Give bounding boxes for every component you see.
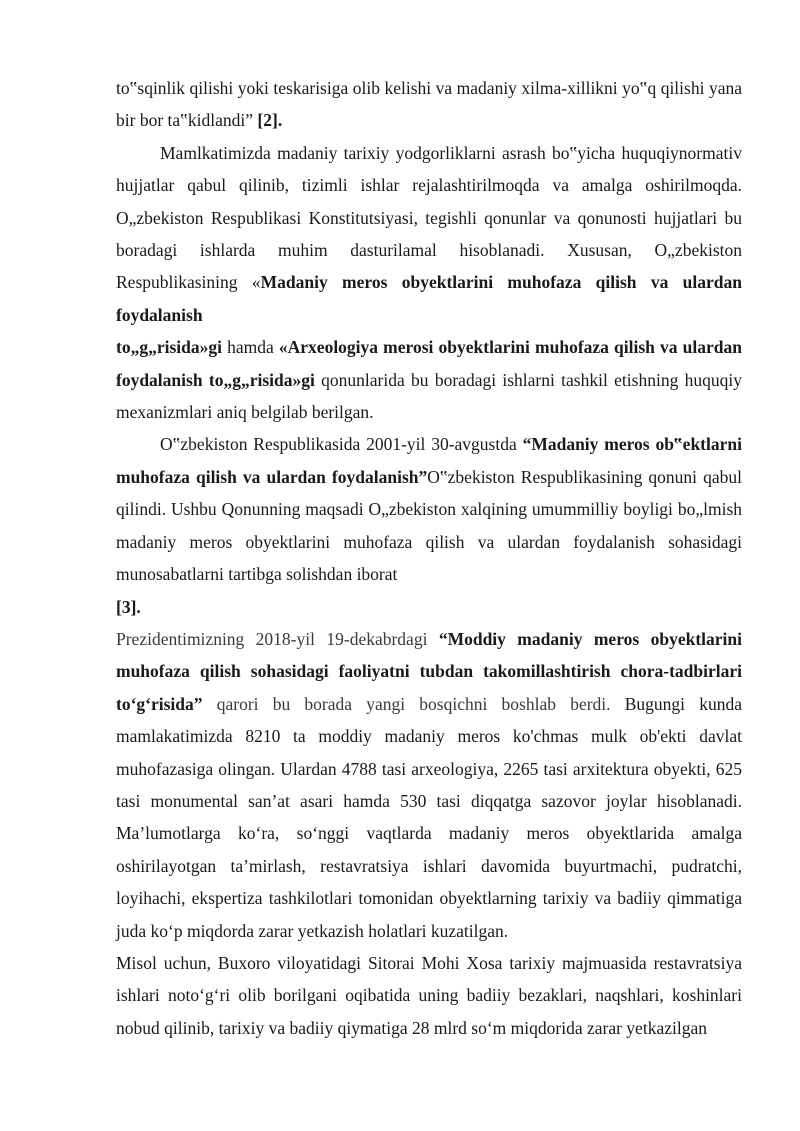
p2-bold-2: to„g„risida»gi: [116, 337, 222, 358]
paragraph-4: [116, 623, 742, 947]
p4-text-1: Prezidentimizning 2018-yil 19-dekabrdagi: [116, 628, 439, 649]
p2-text-2: hamda: [221, 337, 279, 358]
p2-text-3: qonunlarida bu boradagi ishlarni tashkil etishning huquqiy mexanizmlari aniq belgilab berilgan.: [116, 369, 742, 423]
p2-bold-1: Madaniy meros obyektlarini muhofaza qilish va ulardan foydalanish: [116, 272, 742, 325]
p3-text-1: O‟zbekiston Respublikasida 2001-yil 30-avgustda: [160, 434, 523, 455]
p5-text-1: Misol uchun, Buxoro viloyatidagi Sitorai Mohi Xosa tarixiy majmuasida restavratsiya ishlari noto‘g‘ri olib borilgani oqibatida uning badiiy bezaklari, naqshlari, koshinlari nobud qilinib, tarixiy va badiiy qiymatiga 28 mlrd so‘m miqdorida zarar yetkazilgan: [116, 952, 742, 1038]
p4-text-3: Bugungi kunda mamlakatimizda 8210 ta moddiy madaniy meros ko'chmas mulk ob'ekti davlat muhofazasiga olingan. Ulardan 4788 tasi arxeologiya, 2265 tasi arxitektura obyekti, 625 tasi monumental san’at asari hamda 530 tasi diqqatga sazovor joylar hisoblanadi. Ma’lumotlarga ko‘ra, so‘nggi vaqtlarda madaniy meros obyektlarida amalga oshirilayotgan ta’mirlash, restavratsiya ishlari davomida buyurtmachi, pudratchi, loyihachi, ekspertiza tashkilotlari tomonidan obyektlarning tarixiy va badiiy qimmatiga juda ko‘p miqdorda zarar yetkazish holatlari kuzatilgan.: [116, 693, 742, 941]
paragraph-3: [116, 428, 742, 622]
p2-bold-3: «Arxeologiya merosi obyektlarini muhofaza qilish va ulardan foydalanish to„g„risida»gi: [116, 337, 742, 390]
p3-bold-1: “Madaniy meros ob‟ektlarni muhofaza qilish va ulardan foydalanish”: [116, 434, 742, 487]
paragraph-1: [116, 72, 742, 137]
paragraph-2: [116, 137, 742, 429]
p4-text-2: qarori bu borada yangi bosqichni boshlab berdi.: [202, 693, 611, 714]
p3-text-2: O‟zbekiston Respublikasining qonuni qabul qilindi. Ushbu Qonunning maqsadi O„zbekiston xalqining umummilliy boyligi bo„lmish madaniy meros obyektlarini muhofaza qilish va ulardan foydalanish sohasidagi munosabatlarni tartibga solishdan iborat: [116, 466, 743, 585]
p1-reference: [2].: [257, 110, 283, 131]
p1-text: to‟sqinlik qilishi yoki teskarisiga olib kelishi va madaniy xilma-xillikni yo‟q qilishi yana bir bor ta‟kidlandi”: [116, 78, 742, 131]
p4-bold-1: “Moddiy madaniy meros obyektlarini muhofaza qilish sohasidagi faoliyatni tubdan takomillashtirish chora-tadbirlari to‘g‘risida”: [116, 628, 742, 714]
p3-reference: [3].: [116, 596, 141, 617]
paragraph-5: [116, 947, 742, 1044]
p2-text-1: Mamlkatimizda madaniy tarixiy yodgorliklarni asrash bo‟yicha huquqiynormativ hujjatlar qabul qilinib, tizimli ishlar rejalashtirilmoqda va amalga oshirilmoqda. O„zbekiston Respublikasi Konstitutsiyasi, tegishli qonunlar va qonunosti hujjatlari bu boradagi ishlarda muhim dasturilamal hisoblanadi. Xususan, O„zbekiston Respublikasining «: [116, 142, 742, 293]
